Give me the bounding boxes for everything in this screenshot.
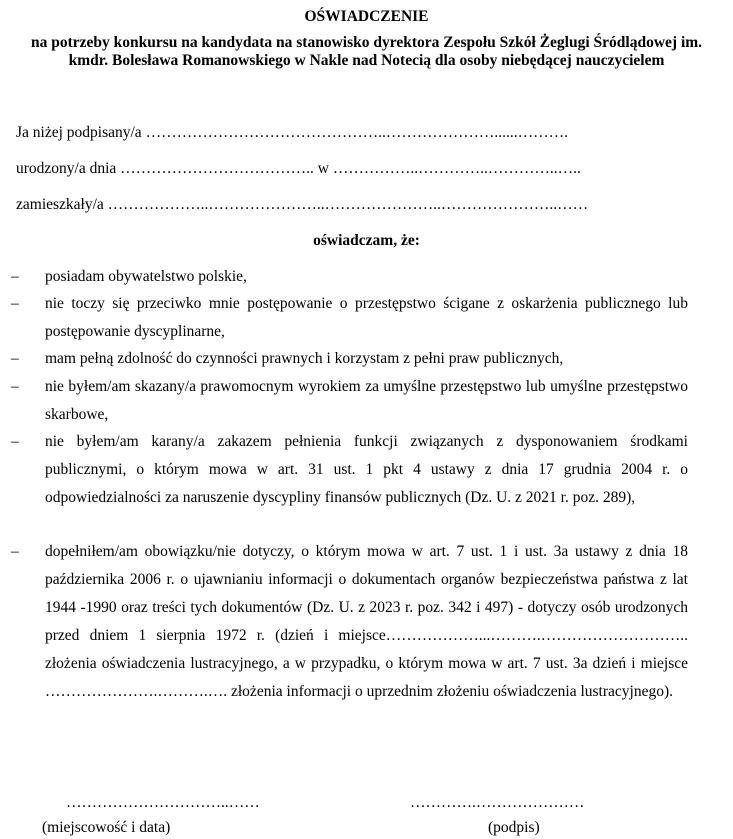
document-title: OŚWIADCZENIE [304,8,429,25]
list-item-text: dopełniłem/am obowiązku/nie dotyczy, o którym mowa w art. 7 ust. 1 i ust. 3a ustawy z dnia 18 października 2006 r. o ujawnianiu informacji o dokumentach organów bezpieczeństwa państwa z lat 1944 -1990 oraz treści tych dokumentów (Dz. U. z 2023 r. poz. 342 i 497) - dotyczy osób urodzonych przed dniem 1 sierpnia 1972 r. (dzień i miejsce………………...……….……………………….. złożenia oświadczenia lustracyjnego, a w przypadku, o którym mowa w art. 7 ust. 3a dzień i miejsce ………………….……….…. złożenia informacji o uprzednim złożeniu oświadczenia lustracyjnego). [45,543,688,700]
declare-heading: oświadczam, że: [313,232,420,249]
place-date-line: …………………………..…… [66,794,260,811]
signature-line: ………….………………… [410,794,585,811]
signature-label: (podpis) [488,819,540,836]
list-item-text: posiadam obywatelstwo polskie, [45,268,247,285]
document-subtitle: na potrzeby konkursu na kandydata na stanowisko dyrektora Zespołu Szkół Żeglugi Śródlądowej im. kmdr. Bolesława Romanowskiego w Nakle nad Notecią dla osoby niebędącej nauczycielem [30,34,703,69]
bullet-dash: – [11,295,19,312]
bullet-dash: – [11,378,19,395]
bullet-dash: – [11,433,19,450]
list-item-text: mam pełną zdolność do czynności prawnych i korzystam z pełni praw publicznych, [45,350,564,367]
list-item-text: nie byłem/am skazany/a prawomocnym wyrokiem za umyślne przestępstwo lub umyślne przestępstwo skarbowe, [45,378,688,423]
list-item-text: nie toczy się przeciwko mnie postępowanie o przestępstwo ścigane z oskarżenia publicznego lub postępowanie dyscyplinarne, [45,295,688,340]
field-address: zamieszkały/a ………………..…………………..…………………..…………………..…… [16,196,589,213]
field-birth: urodzony/a dnia ……………………………….. w ……………..…………..…………..….. [16,160,581,177]
bullet-dash: – [11,268,19,285]
list-item-text: nie byłem/am karany/a zakazem pełnienia funkcji związanych z dysponowaniem środkami publicznymi, o którym mowa w art. 31 ust. 1 pkt 4 ustawy z dnia 17 grudnia 2004 r. o odpowiedzialności za naruszenie dyscypliny finansów publicznych (Dz. U. z 2021 r. poz. 289), [45,433,688,506]
place-date-label: (miejscowość i data) [42,819,171,836]
bullet-dash: – [11,350,19,367]
bullet-dash: – [11,543,19,560]
field-name: Ja niżej podpisany/a ………………………………………..…………………......………. [16,124,568,141]
